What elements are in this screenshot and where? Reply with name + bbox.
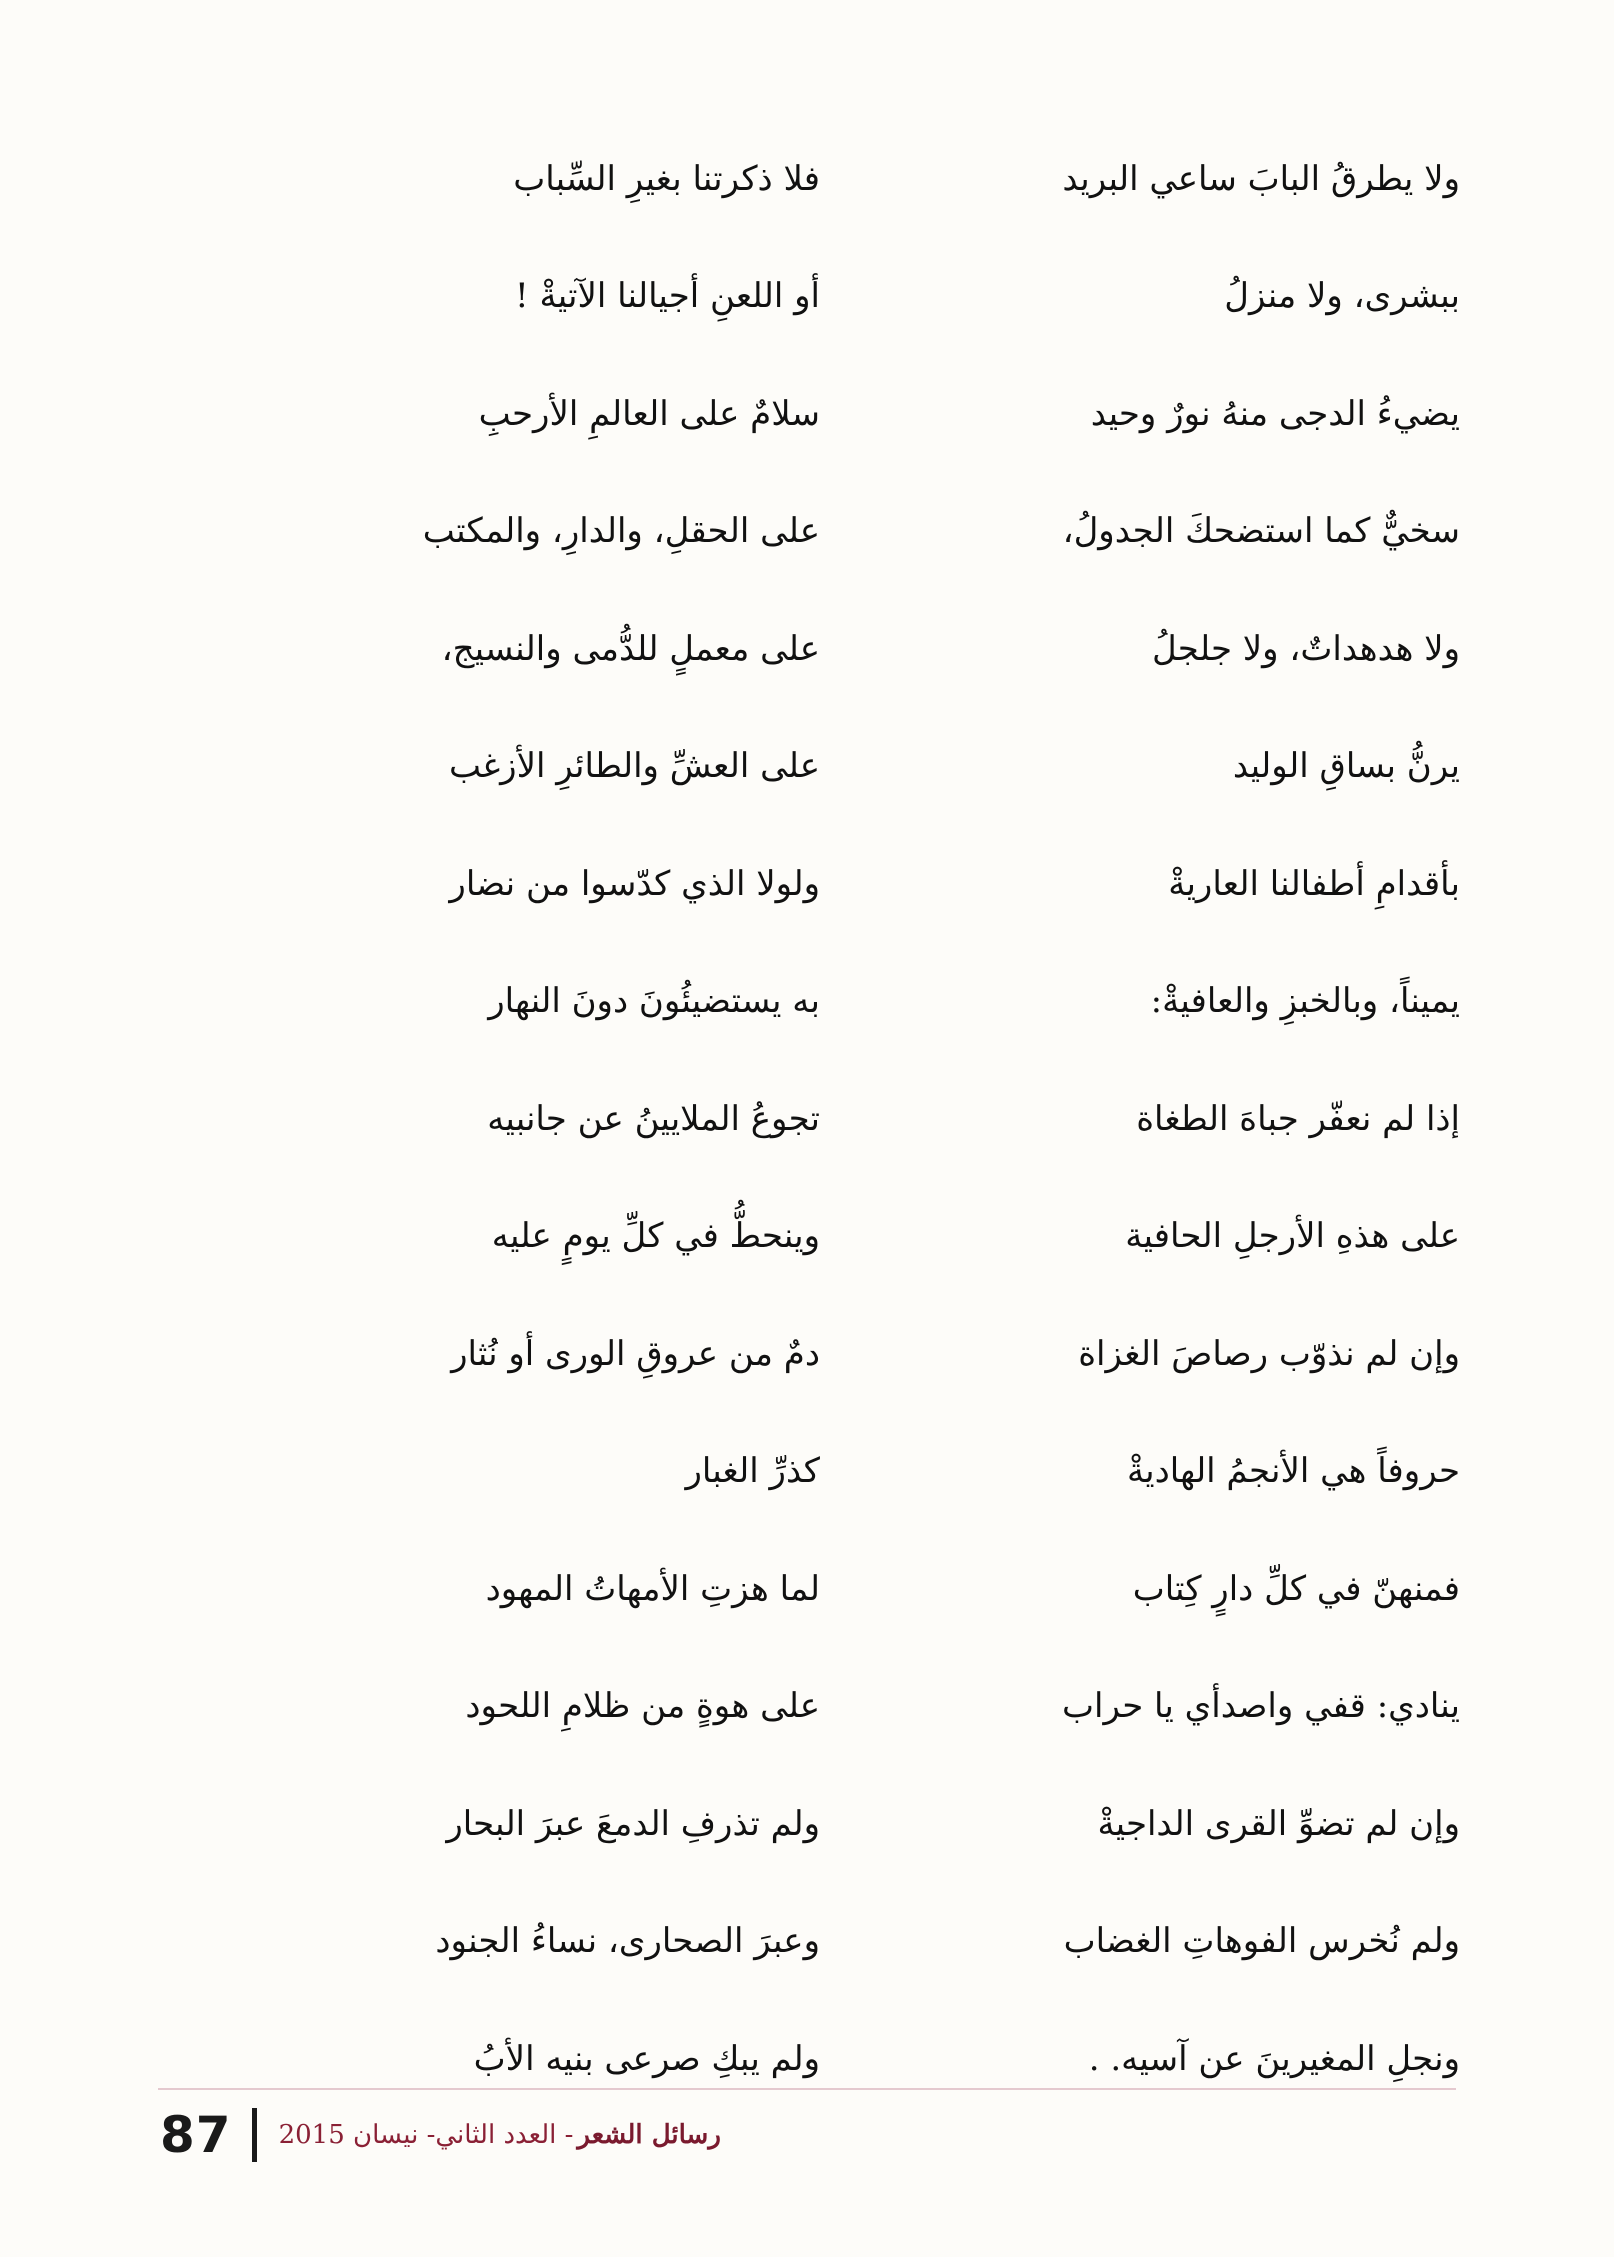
- verse-first-half: وإن لم نذوّب رصاصَ الغزاة: [1078, 1333, 1460, 1374]
- verse-first-half: بأقدامِ أطفالنا العاريةْ: [1168, 863, 1460, 904]
- verse-row: [400, 1413, 1460, 1531]
- verse-row: [400, 708, 1460, 826]
- verse-second-half: على هوةٍ من ظلامِ اللحود: [465, 1686, 820, 1727]
- magazine-name: رسائل الشعر: [577, 2120, 721, 2150]
- poem-body: [400, 120, 1460, 2118]
- verse-second-half: به يستضيئُونَ دونَ النهار: [488, 981, 820, 1022]
- verse-first-half: ونجلِ المغيرينَ عن آسيه. .: [1088, 2038, 1460, 2079]
- verse-first-half: يضيءُ الدجى منهُ نورٌ وحيد: [1090, 393, 1460, 434]
- verse-row: [400, 2000, 1460, 2118]
- verse-row: [400, 473, 1460, 591]
- verse-row: [400, 238, 1460, 356]
- verse-second-half: ولم تذرفِ الدمعَ عبرَ البحار: [446, 1803, 820, 1844]
- verse-second-half: سلامٌ على العالمِ الأرحبِ: [478, 393, 820, 434]
- verse-row: [400, 590, 1460, 708]
- verse-second-half: دمٌ من عروقِ الورى أو نُثار: [451, 1333, 820, 1374]
- verse-first-half: ولا هدهداتٌ، ولا جلجلُ: [1152, 628, 1460, 669]
- verse-row: [400, 1295, 1460, 1413]
- verse-first-half: إذا لم نعفّر جباهَ الطغاة: [1136, 1098, 1460, 1139]
- verse-row: [400, 120, 1460, 238]
- footer-divider: [158, 2088, 1456, 2090]
- verse-second-half: ولم يبكِ صرعى بنيه الأبُ: [473, 2038, 820, 2079]
- verse-first-half: على هذهِ الأرجلِ الحافية: [1125, 1216, 1460, 1257]
- verse-row: [400, 1765, 1460, 1883]
- verse-first-half: يرنُّ بساقِ الوليد: [1232, 746, 1460, 787]
- verse-second-half: لما هزتِ الأمهاتُ المهود: [485, 1568, 820, 1609]
- verse-second-half: على معملٍ للدُّمى والنسيج،: [441, 628, 820, 669]
- verse-first-half: وإن لم تضوِّ القرى الداجيةْ: [1097, 1803, 1460, 1844]
- verse-first-half: فمنهنّ في كلِّ دارٍ كِتاب: [1132, 1568, 1460, 1609]
- verse-second-half: ولولا الذي كدّسوا من نضار: [449, 863, 820, 904]
- verse-first-half: ينادي: قفي واصدأي يا حراب: [1061, 1686, 1460, 1727]
- page-number: 87: [160, 2106, 232, 2164]
- footer-publication-info: [279, 2120, 721, 2150]
- verse-second-half: وينحطُّ في كلِّ يومٍ عليه: [491, 1216, 820, 1257]
- verse-row: [400, 1883, 1460, 2001]
- verse-second-half: على العشِّ والطائرِ الأزغب: [449, 746, 820, 787]
- verse-row: [400, 1530, 1460, 1648]
- verse-row: [400, 1178, 1460, 1296]
- verse-second-half: وعبرَ الصحارى، نساءُ الجنود: [435, 1921, 820, 1962]
- verse-second-half: كذرِّ الغبار: [685, 1451, 820, 1492]
- verse-second-half: أو اللعنِ أجيالنا الآتيةْ !: [515, 276, 820, 317]
- verse-first-half: ولم نُخرس الفوهاتِ الغضاب: [1063, 1921, 1460, 1962]
- verse-row: [400, 355, 1460, 473]
- verse-row: [400, 1060, 1460, 1178]
- footer-separator-bar: [252, 2108, 257, 2162]
- issue-info: - العدد الثاني- نيسان 2015: [278, 2120, 574, 2150]
- page-footer: [160, 2105, 721, 2165]
- verse-first-half: يميناً، وبالخبزِ والعافيةْ:: [1150, 981, 1460, 1022]
- verse-second-half: تجوعُ الملايينُ عن جانبيه: [487, 1098, 820, 1139]
- verse-first-half: ببشرى، ولا منزلُ: [1224, 276, 1460, 317]
- verse-first-half: حروفاً هي الأنجمُ الهاديةْ: [1126, 1451, 1460, 1492]
- verse-second-half: فلا ذكرتنا بغيرِ السِّباب: [513, 158, 820, 199]
- verse-second-half: على الحقلِ، والدارِ، والمكتب: [422, 511, 820, 552]
- verse-first-half: ولا يطرقُ البابَ ساعي البريد: [1062, 158, 1460, 199]
- verse-row: [400, 1648, 1460, 1766]
- verse-row: [400, 943, 1460, 1061]
- verse-row: [400, 825, 1460, 943]
- verse-first-half: سخيٌّ كما استضحكَ الجدولُ،: [1062, 511, 1460, 552]
